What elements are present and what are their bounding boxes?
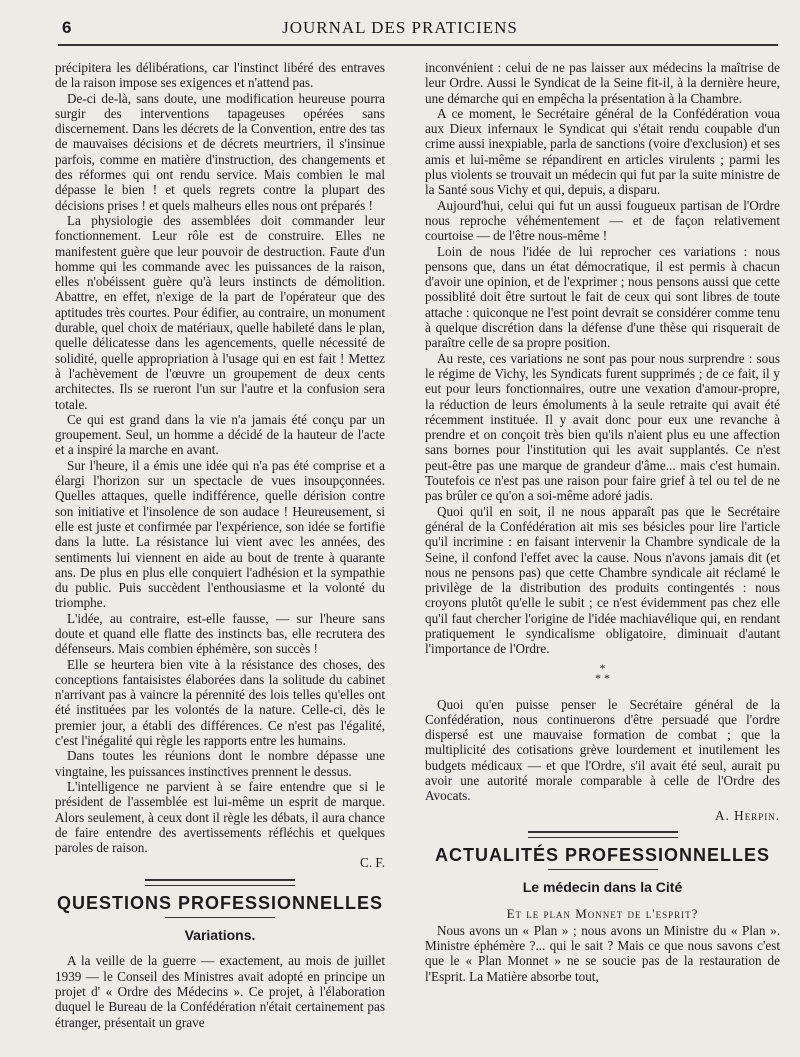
paragraph: Loin de nous l'idée de lui reprocher ces variations : nous pensons que, dans un état démocratique, il est permis à chacun d'avoir une opinion, et de l'exprimer ; nous pensons aussi que cette possiblité doit être surtout le fait de ceux qui sont libres de toute attache : quiconque ne l'est point devrait se considérer comme tenu à quelque discrétion dans la défense d'une thèse qui risquerait de paraître celle de sa propre position.	[425, 243, 780, 351]
rubric: Et le plan Monnet de l'esprit?	[506, 905, 699, 921]
page-header	[0, 14, 800, 44]
paragraph: A ce moment, le Secrétaire général de la Confédération voua aux Dieux infernaux le Syndicat qui s'était rendu coupable d'un crime aussi inexpiable, parla de sanctions (voire d'exclusion) et ses amis et lui-même se répandirent en articles virulents ; parmi les plus violents se trouvait un médecin qui fut par la suite ministre de la Santé sous Vichy et qui, depuis, a disparu.	[425, 105, 780, 198]
paragraph: Aujourd'hui, celui qui fut un aussi fougueux partisan de l'Ordre nous reproche véhémentement — et de façon relativement courtoise — de l'être nous-même !	[425, 197, 780, 244]
paragraph: Elle se heurtera bien vite à la résistance des choses, des conceptions fantaisistes élaborées dans la solitude du cabinet n'arrivant pas à vaincre la pérennité des lois telles qu'elles ont été instituées par les volontés de la nature. Celle-ci, dès le premier jour, a établi des différences. Ce n'est pas l'égalité, c'est l'inégalité qui règle les rapports entre les humains.	[55, 656, 385, 749]
paragraph: Quoi qu'il en soit, il ne nous apparaît pas que le Secrétaire général de la Confédération ait mis ses bésicles pour lire l'article qu'il incrimine : en faisant intervenir la Chambre syndicale de la Seine, il confond l'effet avec la cause. Nous n'avons jamais dit (et nous ne pensons pas) que cette Chambre syndicale ait réclamé le privilège de la distribution des produits contingentés : nous croyons plutôt qu'elle le subit ; ce n'est évidemment pas chez elle qu'il faut chercher l'origine de l'idée machiavélique qui, en rendant pratiquement le syndicalisme obligatoire, diminuait d'autant l'importance de l'Ordre.	[425, 503, 780, 657]
paragraph: Ce qui est grand dans la vie n'a jamais été conçu par un groupement. Seul, un homme a décidé de la hauteur de l'acte et a inspiré la marche en avant.	[55, 411, 385, 458]
paragraph: précipitera les délibérations, car l'instinct libéré des entraves de la raison impose ses exigences et n'attend pas.	[55, 60, 385, 91]
right-column	[425, 60, 780, 984]
paragraph: A la veille de la guerre — exactement, au mois de juillet 1939 — le Conseil des Ministres avait adopté en principe un projet d' « Ordre des Médecins ». Ce projet, à l'élaboration duquel le Bureau de la Confédération n'était certainement pas étranger, présentait un grave	[55, 953, 385, 1030]
section-rule	[145, 879, 295, 886]
paragraph: Sur l'heure, il a émis une idée qui n'a pas été comprise et a élargi l'horizon sur un spectacle de vues insoupçonnées. Quelles attaques, quelle indifférence, quelle dérision contre son initiative et l'insolence de son audace ! Heureusement, si elle est juste et confirmée par l'expérience, son idée se fortifie dans la lutte. La résistance lui vient avec les années, des sentiments lui viennent en aide au bout de trente à quarante ans. De plus en plus elle conquiert l'adhésion et la sympathie du public. Puis succèdent l'enthousiasme et la volonté du triomphe.	[55, 457, 385, 611]
paragraph: De-ci de-là, sans doute, une modification heureuse pourra surgir des interventions tapageuses opérées sans discernement. Dans les décrets de la Convention, entre des tas de mauvaises décisions et de décrets meurtriers, il s'insinue parfois, comme en matière d'instruction, des changements et des réformes qui ont rendu service. Mais combien le mal dépasse le bien ! et quels regrets contre la plupart des décisions prises ! et quels malheurs elles nous ont préparés !	[55, 90, 385, 213]
paragraph: L'intelligence ne parvient à se faire entendre que si le président de l'assemblée est lui-même un esprit de marque. Alors seulement, à ceux dont il règle les débats, il aura chance de faire entendre des avertissements réfléchis et quelques paroles de raison.	[55, 778, 385, 856]
signature: A. Herpin.	[715, 807, 780, 823]
paragraph: Dans toutes les réunions dont le nombre dépasse une vingtaine, les puissances instinctives prennent le dessus.	[55, 748, 385, 779]
header-rule	[58, 44, 778, 46]
signature: C. F.	[360, 855, 385, 871]
title-rule	[165, 917, 275, 918]
asterism: * * *	[595, 660, 610, 685]
paragraph: Au reste, ces variations ne sont pas pour nous surprendre : sous le régime de Vichy, les Syndicats furent supprimés ; de ce fait, il y eut pour leurs fonctionnaires, outre une vexation d'amour-propre, la réduction de leurs émoluments à la seule retraite qui avait été récemment instituée. Il y avait donc pour eux une revanche à prendre et on conçoit très bien qu'ils n'aient plus eu une affection sans bornes pour l'institution qui les avait supplantés. Ce n'est peut-être pas une marque de grandeur d'âme... mais c'est humain. Toutefois ce n'est pas une raison pour faire grief à tel ou tel de ne pas brûler ce qu'on a soi-même adoré jadis.	[425, 350, 780, 504]
title-rule	[548, 869, 658, 870]
paragraph: Quoi qu'en puisse penser le Secrétaire général de la Confédération, nous continuerons d'être persuadé que l'ordre dispersé est une mauvaise formation de combat ; que la multiplicité des cotisations grève lourdement et inutilement les budgets médicaux — et que l'Ordre, s'il avait été seul, aurait pu avoir une autorité morale comparable à celle de l'Ordre des Avocats.	[425, 696, 780, 804]
left-column	[55, 60, 385, 1030]
page-number: 6	[62, 18, 72, 37]
section-title: ACTUALITÉS PROFESSIONNELLES	[434, 844, 771, 865]
section-title: QUESTIONS PROFESSIONNELLES	[56, 892, 384, 913]
paragraph: inconvénient : celui de ne pas laisser aux médecins la maîtrise de leur Ordre. Aussi le Syndicat de la Seine fit-il, à la dernière heure, une démarche qui en empêcha la présentation à la Chambre.	[425, 60, 780, 106]
journal-title: JOURNAL DES PRATICIENS	[282, 18, 518, 37]
article-title: Variations.	[184, 927, 256, 944]
paragraph: L'idée, au contraire, est-elle fausse, — sur l'heure sans doute et quand elle flatte des instincts bas, elle recrutera des défenseurs. Mais combien éphémère, son succès !	[55, 610, 385, 657]
paragraph: La physiologie des assemblées doit commander leur fonctionnement. Leur rôle est de construire. Elles ne manifestent guère que leur pouvoir de destruction. Faute d'un homme qui les commande avec les puissances de la raison, elles n'obéissent guère qu'à leurs instincts de démolition. Abattre, en effet, n'exige de la part de l'opérateur que des aptitudes très courtes. Pour édifier, au contraire, un monument durable, quel choix de matériaux, quelle habileté dans le plan, quelle délicatesse dans les agencements, quelle nécessité de solidité, quelle appropriation à l'usage qui en est fait ! Mettez à l'achèvement de l'œuvre un groupement de deux cents architectes. Ils se rueront l'un sur l'autre et la confusion sera totale.	[55, 212, 385, 412]
section-rule	[528, 831, 678, 838]
article-title: Le médecin dans la Cité	[522, 879, 683, 896]
paragraph: Nous avons un « Plan » ; nous avons un Ministre du « Plan ». Ministre éphémère ?... qui le sait ? Mais ce que nous savons c'est que le « Plan Monnet » ne se soucie pas de la restauration de l'Esprit. La Matière absorbe tout,	[425, 922, 780, 984]
